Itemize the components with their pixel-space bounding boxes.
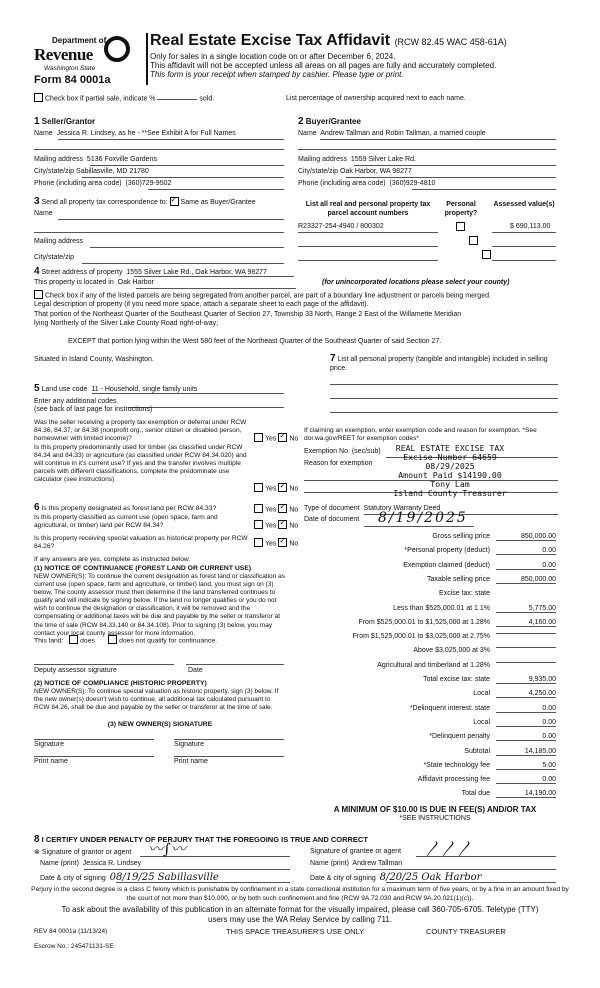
revenue-label: Revenue — [34, 45, 93, 64]
swirl-logo-icon — [104, 36, 130, 62]
calc-amount — [496, 662, 556, 663]
grantee-sig-label: Signature of grantee or agent — [310, 848, 402, 855]
exemption-no-label: Exemption No. (sec/sub) — [304, 448, 381, 455]
s6q2-yes-checkbox[interactable] — [254, 520, 263, 529]
calc-amount: 14,185.00 — [496, 748, 556, 756]
calc-row — [318, 790, 558, 802]
doc-date-value: 8/19/2025 — [378, 510, 468, 526]
calc-label: From $525,000.01 to $1,525,000 at 1.28% — [358, 618, 490, 626]
calc-row — [318, 547, 558, 559]
continuance-text: NEW OWNER(S): To continue the current designation as forest land or classification as current use (open space, farm and agriculture, or timber) land, you must sign on (3) below. The county assessor must then determine if the land transferred continues to qualify and will indicate by signing below. If the land no longer qualifies or you do not wish to continue the designation or classification, it will be removed and the compensating or additional taxes will be due and payable by the seller or transferor at the time of sale (RCW 84.33.140 or 84.34.108). Prior to signing (3) below, you may contact your local county assessor for more information. — [34, 573, 285, 637]
calc-row — [318, 576, 558, 588]
additional-codes-label: Enter any additional codes — [34, 398, 117, 405]
same-as-buyer-checkbox[interactable] — [170, 197, 179, 206]
calc-label: Local — [473, 718, 490, 726]
county-treasurer-label: COUNTY TREASURER — [426, 927, 506, 936]
calc-amount: 5.00 — [496, 762, 556, 770]
grantee-date-row: Date & city of signing 8/20/25 Oak Harbor — [310, 872, 482, 883]
minimum-note: A MINIMUM OF $10.00 IS DUE IN FEE(S) AND/OR TAX — [333, 805, 537, 814]
calc-label: Total excise tax: state — [423, 676, 490, 683]
calc-label: Excise tax: state — [439, 590, 490, 598]
calc-amount: 4,160.00 — [496, 619, 556, 627]
q1-yes-no[interactable]: Yes ✓ No — [254, 434, 298, 443]
legal-label: Legal description of property (if you need more space, attach a separate sheet to each page of the affidavit). — [34, 301, 369, 308]
see-back-note: (see back of last page for instructions) — [34, 406, 153, 413]
calc-row — [318, 690, 558, 702]
calc-row — [318, 647, 558, 659]
buyer-heading: 2 Buyer/Grantee — [298, 116, 361, 127]
parcel-number: R23327-254-4940 / 800302 — [298, 223, 384, 230]
buyer-phone-row: Phone (including area code) (360)929-4810 — [298, 180, 436, 187]
grantee-name-row: Name (print) Andrew Tallman — [310, 860, 403, 867]
washington-state-label: Washington State — [44, 65, 96, 72]
legal-line-2: lying Northerly of the Silver Lake County Road right-of-way; — [34, 320, 219, 327]
perjury-note: Perjury in the second degree is a class C felony which is punishable by confinement in a state correctional institution for a maximum term of five years, or by a fine in an amount fixed by the court of not more than $10,000, or by both such confinement and fine (RCW 9A.72.030 and RCW 9A.20.021(1)(c)). — [31, 886, 569, 902]
does-not-checkbox[interactable] — [108, 635, 117, 644]
seller-phone-row: Phone (including area code) (360)729-9502 — [34, 180, 172, 187]
buyer-mailing-row: Mailing address 1559 Silver Lake Rd. — [298, 156, 416, 163]
unincorporated-note: (for unincorporated locations please select your county) — [322, 279, 510, 286]
calc-row — [318, 605, 558, 617]
assessed-value: $ 690,113.00 — [510, 223, 551, 230]
s6q2-no-checkbox[interactable] — [278, 520, 287, 529]
located-row: This property is located in Oak Harbor — [34, 279, 154, 286]
seller-city-row: City/state/zip Sabillasville, MD 21780 — [34, 168, 149, 175]
section3-mailing-label: Mailing address — [34, 238, 84, 245]
calc-row — [318, 590, 558, 602]
buyer-name-row: Name Andrew Tallman and Robin Tallman, a married couple — [298, 130, 486, 137]
personal-property-checkbox-3[interactable] — [482, 250, 491, 259]
grantor-date-row: Date & city of signing 08/19/25 Sabillasville — [40, 872, 219, 883]
escrow-number: Escrow No.: 245471131-SE — [34, 943, 114, 950]
personal-col-header: Personal property? — [444, 201, 478, 217]
s6q3-no-checkbox[interactable] — [278, 538, 287, 547]
owner-sig-label-2: Signature — [174, 741, 204, 748]
calc-row — [318, 562, 558, 574]
calc-label: Subtotal — [464, 747, 490, 755]
buyer-city-row: City/state/zip Oak Harbor, WA 98277 — [298, 168, 412, 175]
parcel-col-header: List all real and personal property tax parcel account numbers — [305, 201, 431, 217]
see-instructions: *SEE INSTRUCTIONS — [399, 815, 471, 822]
street-address-row: 4 Street address of property 1555 Silver Lake Rd., Oak Harbor, WA 98277 — [34, 266, 267, 277]
s6q1-yes-no[interactable]: Yes ✓ No — [254, 505, 298, 514]
q2-yes-no[interactable]: Yes ✓ No — [254, 484, 298, 493]
ownership-note: List percentage of ownership acquired next to each name. — [286, 95, 466, 102]
owner-sig-label-1: Signature — [34, 741, 64, 748]
calc-amount: 9,935.00 — [496, 676, 556, 684]
owner-print-label-1: Print name — [34, 758, 68, 765]
calc-amount: 0.00 — [496, 705, 556, 713]
does-checkbox[interactable] — [69, 635, 78, 644]
calc-label: Agricultural and timberland at 1.28% — [377, 661, 490, 669]
grantor-sig-label: ⊗ Signature of grantor or agent — [34, 849, 132, 856]
certify-heading: 8 I CERTIFY UNDER PENALTY OF PERJURY THAT THE FOREGOING IS TRUE AND CORRECT — [34, 834, 368, 845]
deputy-date-label: Date — [188, 667, 203, 674]
exemption-question: Was the seller receiving a property tax exemption or deferral under RCW 84.36, 84.37, or 84.38 (nonprofit org., senior citizen or disabled person, homeowner with limited income)? — [34, 419, 247, 442]
calc-amount — [496, 647, 556, 648]
calc-label: *Delinquent penalty — [429, 733, 490, 741]
calc-row — [318, 733, 558, 745]
grantee-signature-mark: 〳〳〳 — [424, 839, 473, 858]
treasurer-use-label: THIS SPACE TREASURER'S USE ONLY — [226, 927, 365, 936]
personal-property-checkbox-1[interactable] — [456, 222, 465, 231]
calc-amount: 850,000.00 — [496, 533, 556, 541]
q2-yes-checkbox[interactable] — [254, 483, 263, 492]
calc-label: *Personal property (deduct) — [404, 547, 490, 555]
seller-mailing-row: Mailing address 5136 Foxville Gardens — [34, 156, 157, 163]
calc-row — [318, 533, 558, 545]
calc-label: Less than $525,000.01 at 1.1% — [393, 604, 490, 612]
new-owner-sig-heading: (3) NEW OWNER(S) SIGNATURE — [107, 721, 213, 728]
seller-name-row: Name Jessica R. Lindsey, as he - **See Exhibit A for Full Names — [34, 130, 236, 137]
s6q2-yes-no[interactable]: Yes ✓ No — [254, 521, 298, 530]
calc-row — [318, 619, 558, 631]
form-number: Form 84 0001a — [34, 74, 111, 86]
grantor-name-row: Name (print) Jessica R. Lindsey — [40, 860, 142, 867]
calc-label: Exemption claimed (deduct) — [403, 561, 490, 569]
calc-label: Affidavit processing fee — [417, 776, 490, 784]
calc-amount: 0.00 — [496, 719, 556, 727]
legal-line-4: Situated in Island County, Washington. — [34, 356, 154, 363]
partial-sale-checkbox[interactable] — [34, 93, 43, 102]
personal-property-label: 7 List all personal property (tangible and intangible) included in selling price. — [330, 353, 548, 372]
current-use-question: Is this property classified as current use (open space, farm and agricultural, or timber) land per RCW 84.34? — [34, 514, 218, 529]
calc-label: *State technology fee — [423, 761, 490, 769]
segregated-checkbox[interactable] — [34, 290, 43, 299]
assessed-col-header: Assessed value(s) — [493, 201, 555, 208]
revision-label: REV 84 0001a (11/13/24) — [34, 928, 108, 935]
section3-name-label: Name — [34, 210, 53, 217]
calc-row — [318, 705, 558, 717]
calc-row — [318, 776, 558, 788]
personal-property-checkbox-2[interactable] — [469, 236, 478, 245]
forest-question: 6 Is this property designated as forest land per RCW 84.33? — [34, 502, 217, 513]
header-notes: Only for sales in a single location code on or after December 6, 2024. This affidavit will not be accepted unless all areas on all pages are fully and accurately completed. This form is your receipt when stamped by cashier. Please type or print. — [150, 52, 497, 80]
dor-logo — [34, 36, 126, 72]
section3-row: 3 Send all property tax correspondence to: ✓ Same as Buyer/Grantee — [34, 196, 256, 207]
compliance-heading: (2) NOTICE OF COMPLIANCE (HISTORIC PROPERTY) — [34, 680, 207, 687]
s6q3-yes-no[interactable]: Yes ✓ No — [254, 539, 298, 548]
calc-label: From $1,525,000.01 to $3,025,000 at 2.75% — [352, 633, 490, 641]
segregated-row[interactable]: Check box if any of the listed parcels are being segregated from another parcel, are part of a boundary line adjustment or parcels being merged. — [34, 291, 491, 300]
calc-row — [318, 662, 558, 674]
grantor-signature-mark: 〰∫〰 — [148, 840, 186, 858]
q2-no-checkbox[interactable] — [278, 483, 287, 492]
this-land-row[interactable]: This land: does does not qualify for continuance. — [34, 636, 217, 645]
legal-line-1: That portion of the Northeast Quarter of the Southeast Quarter of Section 27, Township 33 North, Range 2 East of the Willamette Meridian — [34, 311, 462, 318]
s6q3-yes-checkbox[interactable] — [254, 538, 263, 547]
legal-line-3: EXCEPT that portion lying within the West 580 feet of the Northeast Quarter of the Southeast Quarter of said Section 27. — [68, 338, 442, 345]
calc-row — [318, 676, 558, 688]
s6q1-yes-checkbox[interactable] — [254, 504, 263, 513]
partial-sale-row[interactable]: Check box if partial sale, indicate % sold. — [34, 94, 214, 103]
header-divider — [146, 33, 148, 85]
q1-yes-checkbox[interactable] — [254, 433, 263, 442]
calc-amount: 0.00 — [496, 776, 556, 784]
answers-note: If any answers are yes, complete as instructed below. — [34, 556, 191, 563]
calc-label: Gross selling price — [432, 533, 490, 540]
dept-label: Department of — [52, 36, 107, 45]
s6q1-no-checkbox[interactable] — [278, 504, 287, 513]
historic-question: Is this property receiving special valuation as historical property per RCW 84.26? — [34, 535, 248, 550]
treasurer-stamp: REAL ESTATE EXCISE TAX Excise Number 64659 08/29/2025 Amount Paid $14190.00 Tony Lam Island County Treasurer — [393, 443, 507, 498]
doc-date-label: Date of document — [304, 516, 360, 523]
calc-label: Total due — [461, 790, 490, 798]
doc-type-row: Type of document Statutory Warranty Deed — [304, 505, 441, 512]
calc-amount: 0.00 — [496, 547, 556, 555]
calc-label: Local — [473, 690, 490, 698]
page-title: Real Estate Excise Tax Affidavit (RCW 82.45 WAC 458-61A) — [150, 32, 507, 49]
calc-label: *Delinquent interest: state — [409, 704, 490, 712]
seller-heading: 1 Seller/Grantor — [34, 116, 96, 127]
calc-amount: 4,250.00 — [496, 690, 556, 698]
owner-print-label-2: Print name — [174, 758, 208, 765]
calc-label: Above $3,025,000 at 3% — [413, 647, 490, 655]
calc-amount: 0.00 — [496, 733, 556, 741]
calc-row — [318, 633, 558, 645]
q1-no-checkbox[interactable] — [278, 433, 287, 442]
calc-label: Taxable selling price — [426, 575, 490, 583]
calc-row — [318, 719, 558, 731]
deputy-signature-label: Deputy assessor signature — [34, 667, 117, 674]
calc-amount: 5,775.00 — [496, 605, 556, 613]
continuance-heading: (1) NOTICE OF CONTINUANCE (FOREST LAND OR CURRENT USE) — [34, 565, 252, 572]
section3-city-label: City/state/zip — [34, 254, 75, 261]
calc-amount — [496, 633, 556, 634]
calc-amount: 14,190.00 — [496, 790, 556, 798]
land-use-row: 5 Land use code 11 - Household, single family units — [34, 383, 198, 394]
calc-row — [318, 762, 558, 774]
timber-question: Is this property predominantly used for timber (as classified under RCW 84.34 and 84.33) or agriculture (as classified under RCW 84.34.020) and will continue in it's current use? If yes and the transfer involves multiple parcels with different classifications, complete the predominate use calculator (see instructions) — [34, 444, 247, 483]
reason-label: Reason for exemption — [304, 460, 373, 467]
calc-amount: 0.00 — [496, 562, 556, 570]
accessibility-note: To ask about the availability of this publication in an alternate format for the visually impaired, please call 360-705-6705. Teletype (TTY) users may use the WA Relay Service by calling 711. — [61, 905, 539, 924]
exemption-note: If claiming an exemption, enter exemption code and reason for exemption. *See dor.wa.gov/REET for exemption codes* — [304, 427, 537, 442]
compliance-text: NEW OWNER(S): To continue special valuation as historic property, sign (3) below. If the new owner(s) doesn't wish to continue, all additional tax calculated pursuant to RCW 84.26, shall be due and payable by the seller or transferor at the time of sale. — [34, 688, 279, 712]
calc-row — [318, 748, 558, 760]
calc-amount: 850,000.00 — [496, 576, 556, 584]
